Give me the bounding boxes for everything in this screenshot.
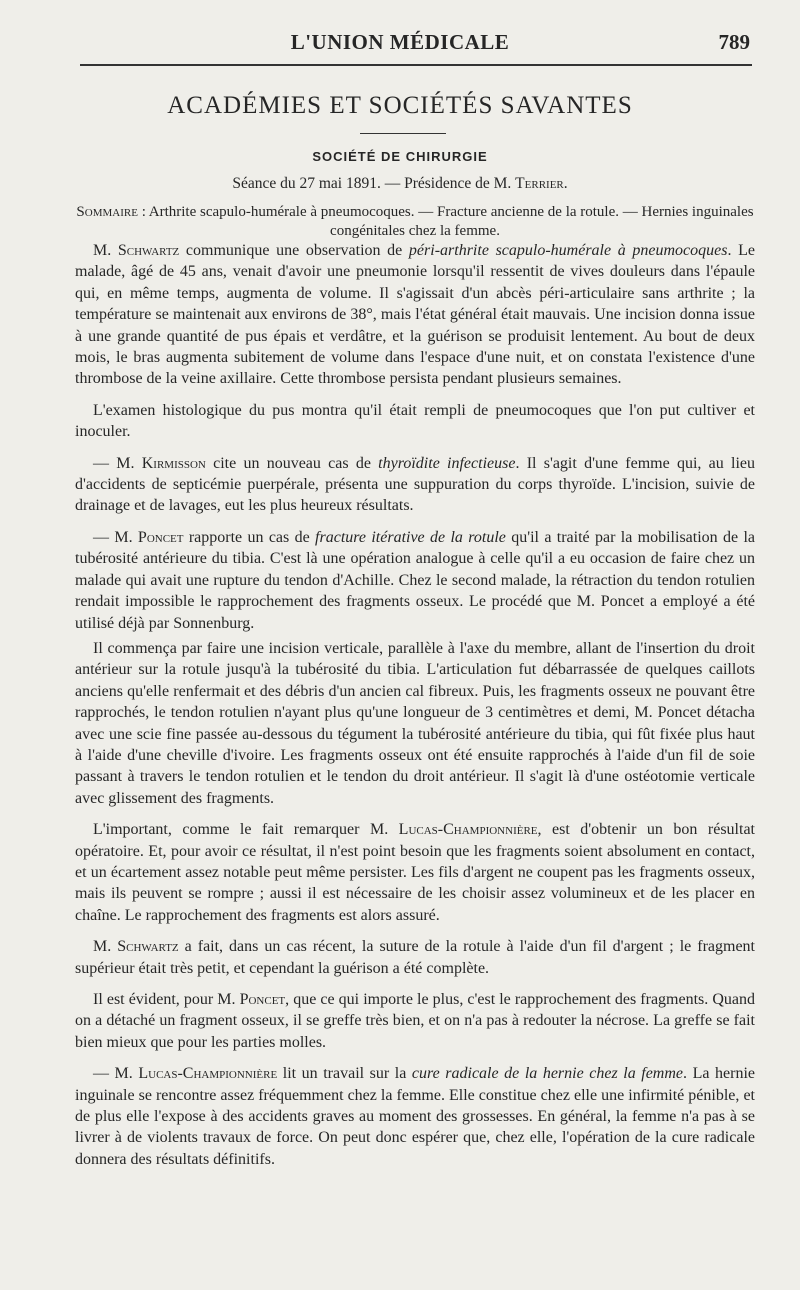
session-suffix: . xyxy=(563,175,568,192)
session-line xyxy=(0,175,800,193)
section-divider xyxy=(360,133,446,134)
society-heading: SOCIÉTÉ DE CHIRURGIE xyxy=(312,149,488,164)
topic-title: thyroïdite infectieuse xyxy=(378,454,516,472)
speaker-name: Poncet xyxy=(137,528,184,546)
paragraph-schwartz: M. Schwartz communique une observation de péri-arthrite scapulo-humérale à pneumocoques. Le malade, âgé de 45 ans, venait d'avoir une pneumonie lorsqu'il ressentit de vives douleurs dans l'épaule qui, en même temps, augmenta de volume. Il s'agissait d'un abcès péri-articulaire sans arthrite ; la température se maintenait aux environs de 38°, mais l'état général était mauvais. Une incision donna issue à une grande quantité de pus épais et verdâtre, et la guérison se produisit lentement. Au bout de deux mois, le bras augmenta subitement de volume dans l'espace d'une nuit, et on constata l'existence d'une thrombose de la veine axillaire. Cette thrombose persista pendant plusieurs semaines. xyxy=(75,242,756,388)
session-prefix: Séance du 27 mai 1891. — Présidence de M. xyxy=(232,175,516,192)
summary xyxy=(75,203,755,241)
paragraph-kirmisson: — M. Kirmisson cite un nouveau cas de thyroïdite infectieuse. Il s'agit d'une femme qui, au lieu d'accidents de septicémie puerpérale, présenta une suppuration du corps thyroïde. L'incision, suivie de drainage et de lavages, eut les plus heureux résultats. xyxy=(75,454,756,515)
header-rule xyxy=(80,64,752,66)
summary-label: Sommaire xyxy=(76,204,138,220)
speaker-name: Schwartz xyxy=(117,242,180,259)
paragraph-schwartz-suture: M. Schwartz a fait, dans un cas récent, la suture de la rotule à l'aide d'un fil d'argent ; le fragment supérieur était très petit, et cependant la guérison a été complète. xyxy=(75,938,755,977)
speaker-name: Schwartz xyxy=(117,938,179,956)
topic-title: cure radicale de la hernie chez la femme xyxy=(411,1065,684,1083)
topic-title: fracture itérative de la rotule xyxy=(315,528,506,546)
paragraph-hernia: — M. Lucas-Championnière lit un travail sur la cure radicale de la hernie chez la femme. La hernie inguinale se rencontre assez fréquemment chez la femme. Elle constitue chez elle une infirmité pénible, et de plus elle l'expose à des accidents graves au moment des grossesses. En général, la femme n'a pas à se livrer à de violents travaux de force. On peut donc espérer que, chez elle, l'opération de la cure radicale donnera des résultats définitifs. xyxy=(75,1065,755,1168)
section-title: ACADÉMIES ET SOCIÉTÉS SAVANTES xyxy=(167,92,633,119)
paragraph-lucas-remark: L'important, comme le fait remarquer M. Lucas-Championnière, est d'obtenir un bon résultat opératoire. Et, pour avoir ce résultat, il n'est point besoin que les fragments soient absolument en contact, et un écartement assez notable peut même persister. Les fils d'argent ne coupent pas les fragments osseux, mais ils peuvent se rompre ; aussi il est nécessaire de les choisir assez volumineux et de les placer en chaîne. Le rapprochement des fragments est alors assuré. xyxy=(75,821,755,924)
paragraph-poncet-reply: Il est évident, pour M. Poncet, que ce qui importe le plus, c'est le rapprochement des fragments. Quand on a détaché un fragment osseux, il se greffe très bien, et on n'a pas à redouter la nécrose. La greffe se fait bien mieux que pour les parties molles. xyxy=(75,991,755,1051)
article-body xyxy=(75,240,755,1180)
summary-text: : Arthrite scapulo-humérale à pneumocoques. — Fracture ancienne de la rotule. — Hernies inguinales congénitales chez la femme. xyxy=(137,204,754,239)
speaker-name: Lucas-Championnière xyxy=(398,821,538,839)
paragraph-histology: L'examen histologique du pus montra qu'il était rempli de pneumocoques que l'on put cultiver et inoculer. xyxy=(75,401,755,441)
speaker-name: Poncet xyxy=(239,991,286,1008)
paragraph-procedure: Il commença par faire une incision verticale, parallèle à l'axe du membre, allant de l'insertion du droit antérieur sur la rotule jusqu'à la tubérosité du tibia. L'articulation fut débarrassée de quelques caillots anciens qu'elle renfermait et des débris d'un ancien cal fibreux. Puis, les fragments osseux ne pouvant être rapprochés, le tendon rotulien n'ayant plus qu'une longueur de 3 centimètres et demi, M. Poncet détacha avec une scie fine passée au-dessous du tégument la tubérosité antérieure du tibia, qui fût fixée plus haut à l'aide d'une cheville d'ivoire. Les fragments osseux ont été ensuite rapprochés à l'aide d'un fil de soie passant à travers le tendon rotulien et le tendon du droit antérieur. Il s'agit là d'une ostéotomie verticale avec glissement des fragments. xyxy=(75,639,755,807)
speaker-name: Kirmisson xyxy=(141,454,206,472)
topic-title: péri-arthrite scapulo-humérale à pneumocoques xyxy=(408,242,728,259)
running-head xyxy=(0,30,800,56)
speaker-name: Lucas-Championnière xyxy=(138,1065,278,1083)
paragraph-poncet: — M. Poncet rapporte un cas de fracture itérative de la rotule qu'il a traité par la mobilisation de la tubérosité antérieure du tibia. C'est là une opération analogue à celle qu'il a eu occasion de faire chez un malade qui avait une rupture du tendon d'Achille. Chez le second malade, la rétraction du tendon rotulien rendait impossible le rapprochement des fragments osseux. Le procédé que M. Poncet a employé a été utilisé déjà par Sonnenburg. xyxy=(75,528,755,632)
journal-title: L'UNION MÉDICALE xyxy=(290,30,510,54)
page-number: 789 xyxy=(718,30,750,54)
president-name: Terrier xyxy=(515,175,564,192)
